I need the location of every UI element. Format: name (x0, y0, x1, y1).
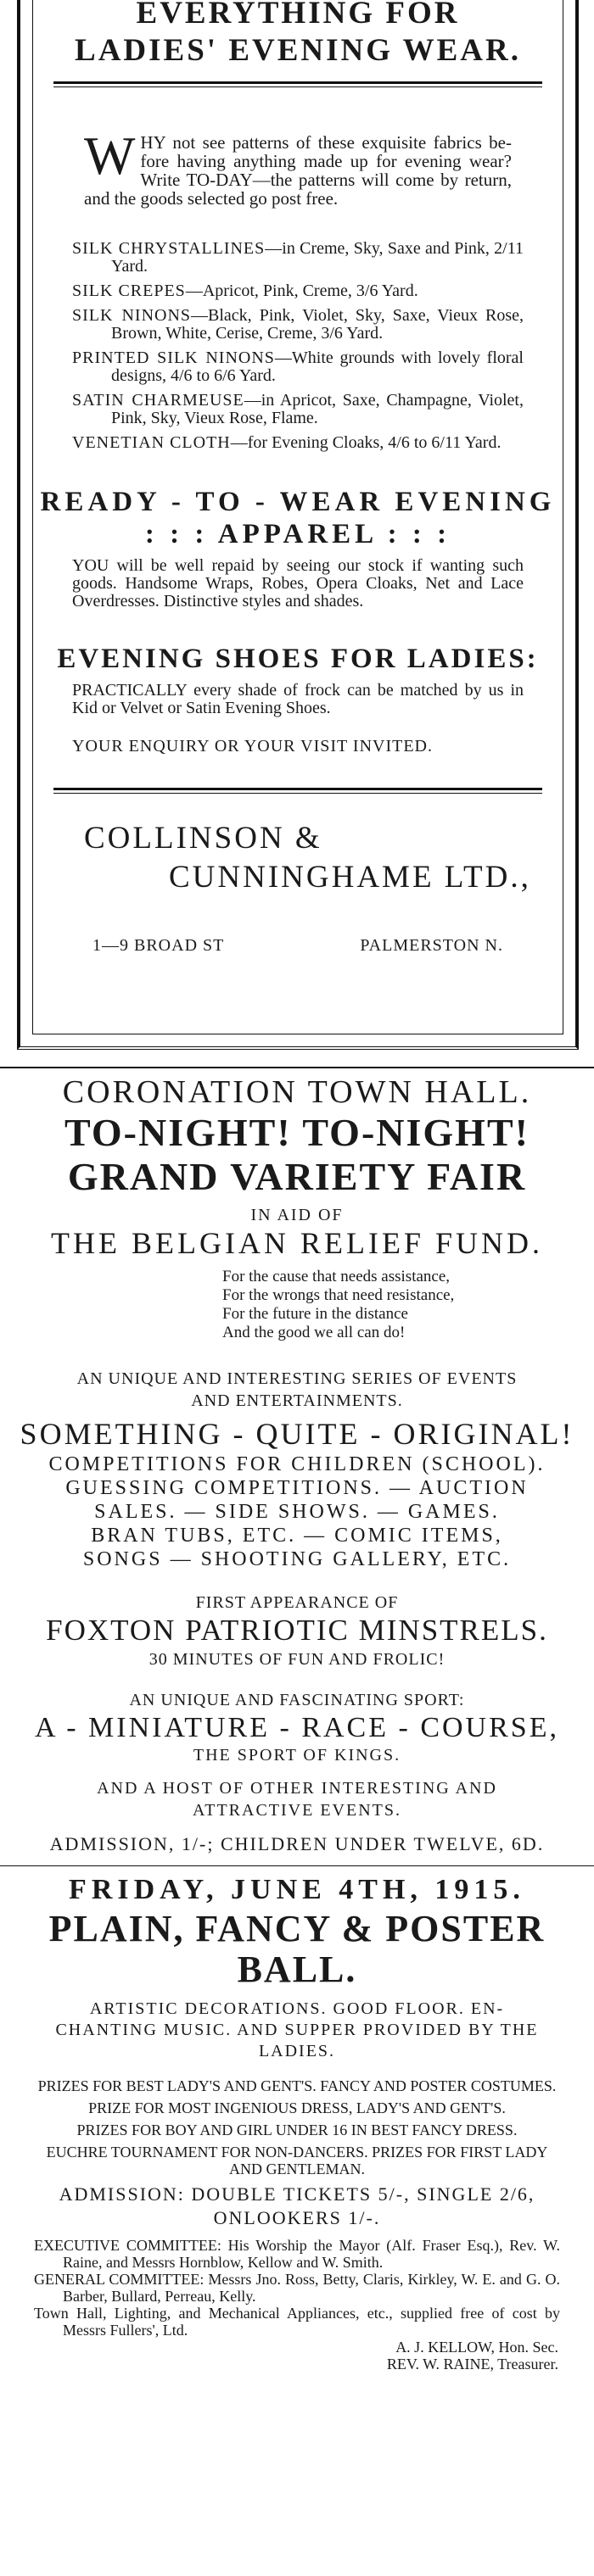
fabric-item: SILK CHRYSTALLINES—in Creme, Sky, Saxe and Pink, 2/11 Yard. (72, 239, 524, 276)
variety-fair-advertisement (0, 1067, 594, 2372)
enquiry-line: YOUR ENQUIRY OR YOUR VISIT INVITED. (72, 737, 433, 756)
competition-line: COMPETITIONS FOR CHILDREN (SCHOOL). (48, 1453, 546, 1475)
ball-heading-1: PLAIN, FANCY & POSTER (48, 1908, 546, 1949)
fabric-item: SILK NINONS—Black, Pink, Violet, Sky, Saxe, Vieux Rose, Brown, White, Cerise, Creme, 3/6 Yard. (72, 306, 524, 343)
sport-line: AN UNIQUE AND FASCINATING SPORT: (129, 1691, 465, 1709)
verse-line: For the cause that needs assistance, (222, 1268, 451, 1285)
street-address: 1—9 BROAD ST (92, 936, 225, 955)
venue-heading: CORONATION TOWN HALL. (62, 1074, 532, 1110)
verse-line: For the wrongs that need resistance, (222, 1286, 455, 1304)
prize-line: PRIZES FOR BEST LADY'S AND GENT'S. FANCY AND POSTER COSTUMES. (37, 2077, 557, 2094)
fabric-item: SILK CREPES—Apricot, Pink, Creme, 3/6 Yard. (72, 282, 418, 300)
double-rule-lower (53, 788, 542, 794)
headline-everything-for: EVERYTHING FOR (136, 0, 460, 31)
prize-line: PRIZE FOR MOST INGENIOUS DRESS, LADY'S AND GENT'S. (88, 2099, 506, 2116)
firm-name-line-1: COLLINSON & (84, 821, 322, 856)
verse (222, 1268, 594, 1342)
evening-shoes-heading: EVENING SHOES FOR LADIES: (57, 644, 539, 674)
host-line-1: AND A HOST OF OTHER INTERESTING AND (97, 1779, 497, 1798)
competitions-list (0, 1452, 594, 1571)
prizes-list (29, 2077, 565, 2177)
evening-shoes-text: PRACTICALLY every shade of frock can be matched by us in Kid or Velvet or Satin Evening Shoes. (72, 681, 524, 717)
fund-heading: THE BELGIAN RELIEF FUND. (51, 1226, 543, 1260)
fabric-item: VENETIAN CLOTH—for Evening Cloaks, 4/6 to 6/11 Yard. (72, 433, 502, 452)
minstrels-heading: FOXTON PATRIOTIC MINSTRELS. (46, 1614, 548, 1647)
ball-admission: ADMISSION: DOUBLE TICKETS 5/-, SINGLE 2/6, ONLOOKERS 1/-. (59, 2183, 535, 2228)
separator-rule (0, 1865, 594, 1866)
evening-wear-advertisement (17, 0, 579, 1050)
competition-line: SONGS — SHOOTING GALLERY, ETC. (82, 1548, 512, 1570)
ad-inner-border (32, 0, 563, 1034)
committee-line: GENERAL COMMITTEE: Messrs Jno. Ross, Betty, Claris, Kirkley, W. E. and G. O. Barber, Bullard, Perreau, Kelly. (34, 2271, 560, 2305)
committee-line: EXECUTIVE COMMITTEE: His Worship the Mayor (Alf. Fraser Esq.), Rev. W. Raine, and Messrs Hornblow, Kellow and W. Smith. (34, 2237, 560, 2271)
fabric-item: PRINTED SILK NINONS—White grounds with lovely floral designs, 4/6 to 6/6 Yard. (72, 348, 524, 385)
race-course-heading: A - MINIATURE - RACE - COURSE, (35, 1712, 559, 1743)
ball-date: FRIDAY, JUNE 4TH, 1915. (69, 1874, 525, 1905)
original-heading: SOMETHING - QUITE - ORIGINAL! (20, 1417, 574, 1451)
competition-line: SALES. — SIDE SHOWS. — GAMES. (94, 1501, 500, 1523)
prize-line: PRIZES FOR BOY AND GIRL UNDER 16 IN BEST FANCY DRESS. (76, 2122, 518, 2138)
series-line-2: AND ENTERTAINMENTS. (191, 1391, 403, 1410)
headline-evening-wear: LADIES' EVENING WEAR. (75, 33, 521, 68)
firm-name-line-2: CUNNINGHAME LTD., (169, 860, 531, 895)
double-rule (53, 81, 542, 87)
committee-line: Town Hall, Lighting, and Mechanical Appliances, etc., supplied free of cost by Messrs Fullers', Ltd. (34, 2305, 560, 2339)
apparel-heading: : : : APPAREL : : : (144, 519, 451, 549)
intro-paragraph (84, 125, 512, 209)
drop-cap: W (84, 125, 136, 186)
first-appearance: FIRST APPEARANCE OF (195, 1593, 399, 1612)
town-name: PALMERSTON N. (360, 936, 503, 955)
verse-line: For the future in the distance (222, 1305, 408, 1323)
fair-heading: GRAND VARIETY FAIR (67, 1155, 527, 1198)
treasurer: REV. W. RAINE, Treasurer. (386, 2356, 558, 2372)
verse-line: And the good we all can do! (222, 1324, 406, 1341)
secretary: A. J. KELLOW, Hon. Sec. (395, 2339, 558, 2356)
kings-line: THE SPORT OF KINGS. (193, 1746, 401, 1765)
committee-list (34, 2237, 560, 2339)
fabric-item: SATIN CHARMEUSE—in Apricot, Saxe, Champagne, Violet, Pink, Sky, Vieux Rose, Flame. (72, 391, 524, 427)
fun-line: 30 MINUTES OF FUN AND FROLIC! (148, 1650, 446, 1669)
artistic-text: ARTISTIC DECORATIONS. GOOD FLOOR. EN-CHANTING MUSIC. AND SUPPER PROVIDED BY THE LADIES. (55, 1999, 539, 2060)
competition-line: BRAN TUBS, ETC. — COMIC ITEMS, (91, 1525, 503, 1547)
separator-rule (0, 1067, 594, 1068)
competition-line: GUESSING COMPETITIONS. — AUCTION (65, 1477, 529, 1499)
intro-text: HY not see patterns of these exquisite fabrics be-fore having anything made up for evening wear? Write TO-DAY—the patterns will come by return, and the goods selected go post free. (84, 132, 512, 209)
series-line-1: AN UNIQUE AND INTERESTING SERIES OF EVENTS (76, 1369, 518, 1388)
ball-heading-2: BALL. (237, 1949, 357, 1990)
tonight-heading: TO-NIGHT! TO-NIGHT! (64, 1111, 530, 1154)
in-aid-of: IN AID OF (250, 1206, 344, 1224)
fair-admission: ADMISSION, 1/-; CHILDREN UNDER TWELVE, 6D. (49, 1833, 545, 1854)
fabric-list (72, 240, 524, 452)
host-line-2: ATTRACTIVE EVENTS. (193, 1801, 401, 1820)
address-row (92, 936, 503, 956)
ready-to-wear-heading: READY - TO - WEAR EVENING (40, 487, 556, 517)
prize-line: EUCHRE TOURNAMENT FOR NON-DANCERS. PRIZES FOR FIRST LADY AND GENTLEMAN. (46, 2144, 548, 2177)
ready-to-wear-text: YOU will be well repaid by seeing our stock if wanting such goods. Handsome Wraps, Robes, Opera Cloaks, Net and Lace Overdresses. Distinctive styles and shades. (72, 556, 524, 611)
